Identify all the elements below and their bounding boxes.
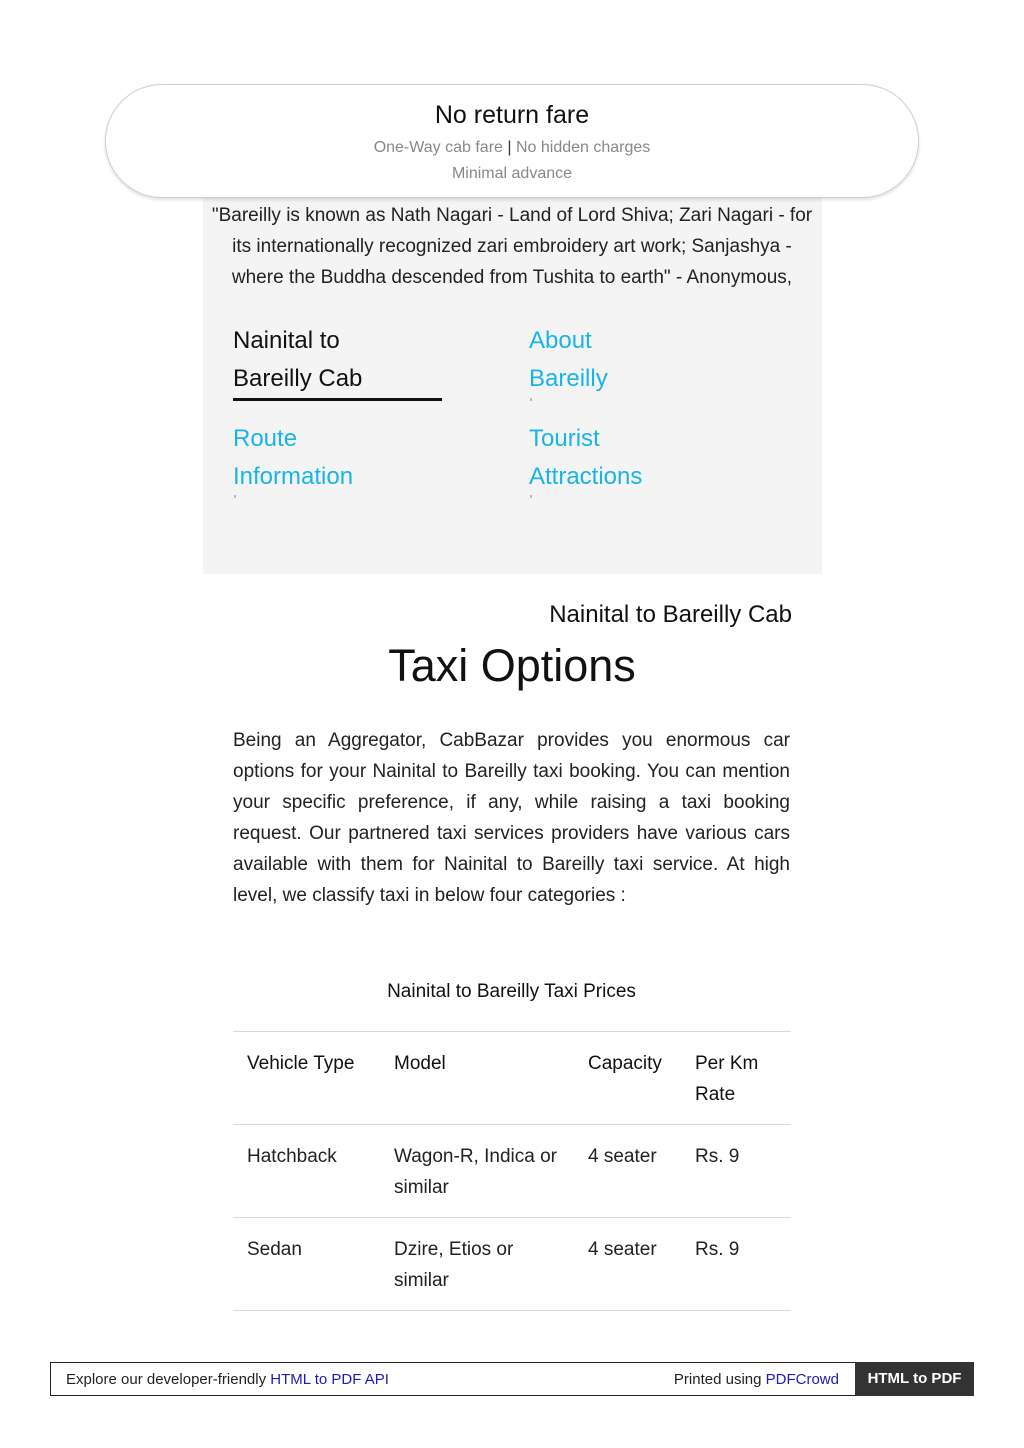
tab-line1: Nainital to (233, 327, 340, 354)
tab-marker (530, 495, 532, 498)
active-tab-underline (233, 398, 442, 401)
pdfcrowd-link[interactable]: PDFCrowd (765, 1371, 839, 1388)
header-per-km-rate: Per Km Rate (681, 1032, 791, 1125)
footer-explore-text: Explore our developer-friendly (66, 1371, 267, 1388)
table-caption: Nainital to Bareilly Taxi Prices (387, 981, 636, 1002)
banner-separator: | (507, 139, 512, 156)
banner-one-way-text: One-Way cab fare (373, 139, 503, 156)
tab-about-bareilly[interactable] (529, 322, 608, 398)
tab-tourist-attractions[interactable] (529, 420, 642, 496)
header-model: Model (380, 1032, 574, 1125)
tab-line2: Information (233, 463, 354, 490)
no-return-fare-banner (105, 84, 919, 198)
footer-printed (674, 1371, 839, 1388)
cell-model: Dzire, Etios or similar (380, 1218, 574, 1311)
bareilly-quote: "Bareilly is known as Nath Nagari - Land of Lord Shiva; Zari Nagari - for its internationally recognized zari embroidery art work; Sanjashya - where the Buddha descended from Tushita to earth" - Anonymous, (211, 205, 813, 288)
html-to-pdf-button[interactable]: HTML to PDF (855, 1362, 974, 1396)
tab-route-information[interactable] (233, 420, 353, 496)
tab-line1: Route (233, 425, 298, 452)
banner-features (106, 139, 918, 157)
cell-capacity: 4 seater (574, 1218, 681, 1311)
footer-explore (66, 1371, 389, 1388)
cell-vehicle-type: Hatchback (233, 1125, 380, 1218)
tab-line2: Bareilly Cab (233, 365, 363, 392)
tab-line2: Attractions (529, 463, 643, 490)
tab-marker (530, 398, 532, 401)
footer-printed-text: Printed using (673, 1371, 762, 1388)
tab-line2: Bareilly (529, 365, 608, 392)
header-capacity: Capacity (574, 1032, 681, 1125)
taxi-options-paragraph: Being an Aggregator, CabBazar provides you enormous car options for your Nainital to Bareilly taxi booking. You can mention your specific preference, if any, while raising a taxi booking request. Our partnered taxi services providers have various cars available with them for Nainital to Bareilly taxi service. At high level, we classify taxi in below four categories : (233, 730, 790, 906)
banner-no-hidden-text: No hidden charges (515, 139, 651, 156)
section-subheading: Nainital to Bareilly Cab (549, 601, 792, 628)
cell-vehicle-type: Sedan (233, 1218, 380, 1311)
banner-title: No return fare (434, 101, 590, 129)
cell-rate: Rs. 9 (681, 1218, 791, 1311)
taxi-prices-table (233, 1031, 791, 1311)
html-to-pdf-api-link[interactable]: HTML to PDF API (270, 1371, 389, 1388)
table-row (233, 1125, 791, 1218)
table-row (233, 1218, 791, 1311)
banner-minimal-advance: Minimal advance (451, 165, 573, 182)
header-vehicle-type: Vehicle Type (233, 1032, 380, 1125)
tab-marker (234, 495, 236, 498)
tab-line1: Tourist (529, 425, 600, 452)
cell-capacity: 4 seater (574, 1125, 681, 1218)
cell-rate: Rs. 9 (681, 1125, 791, 1218)
pdf-footer-bar (50, 1362, 974, 1396)
page-title: Taxi Options (388, 640, 636, 691)
tab-line1: About (529, 327, 592, 354)
cell-model: Wagon-R, Indica or similar (380, 1125, 574, 1218)
tab-nainital-to-bareilly-cab[interactable] (233, 322, 362, 398)
table-header-row (233, 1032, 791, 1125)
